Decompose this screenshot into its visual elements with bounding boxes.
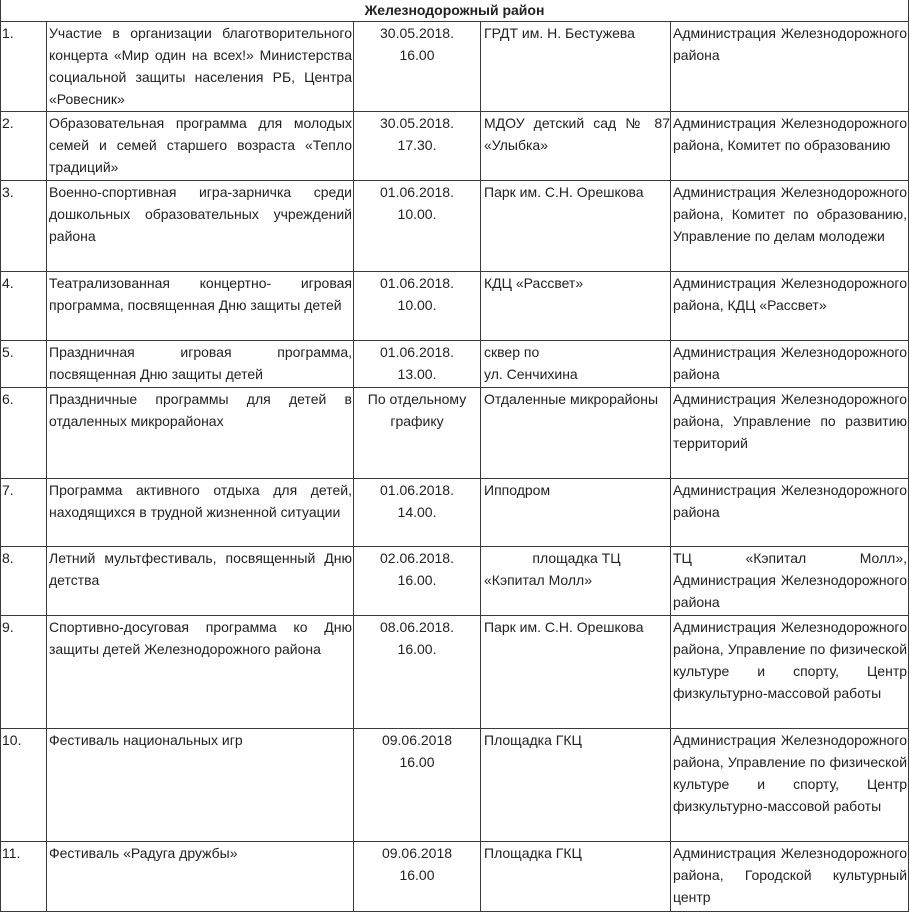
event-organizer: Администрация Железнодорожного района	[671, 341, 909, 388]
row-number: 9.	[1, 616, 47, 729]
event-name: Образовательная программа для молодых семей и семей старшего возраста «Тепло традиций»	[47, 112, 354, 181]
table-row	[1, 341, 909, 388]
event-organizer: Администрация Железнодорожного района, Управление по физической культуре и спорту, Центр физкультурно-массовой работы	[671, 616, 909, 729]
event-place: МДОУ детский сад № 87 «Улыбка»	[481, 112, 671, 181]
table-row	[1, 272, 909, 341]
event-organizer: Администрация Железнодорожного района	[671, 22, 909, 112]
event-time: 13.00.	[397, 366, 437, 382]
event-place	[481, 341, 671, 388]
event-place-line: ул. Сенчихина	[484, 366, 578, 382]
event-date: 08.06.2018.	[380, 619, 454, 635]
event-time: 14.00.	[397, 504, 437, 520]
event-place-line: «Кэпитал Молл»	[484, 572, 593, 588]
event-date: 01.06.2018.	[380, 344, 454, 360]
event-place: Отдаленные микрорайоны	[481, 388, 671, 479]
event-date: 30.05.2018.	[380, 115, 454, 131]
table-row	[1, 547, 909, 616]
event-date: 01.06.2018.	[380, 482, 454, 498]
event-datetime	[354, 479, 481, 547]
event-date: По отдельному	[367, 391, 467, 407]
event-name: Праздничные программы для детей в отдаленных микрорайонах	[47, 388, 354, 479]
event-time: 17.30.	[397, 137, 437, 153]
event-datetime	[354, 616, 481, 729]
event-organizer: Администрация Железнодорожного района, КДЦ «Рассвет»	[671, 272, 909, 341]
event-name: Спортивно-досуговая программа ко Дню защиты детей Железнодорожного района	[47, 616, 354, 729]
event-datetime	[354, 388, 481, 479]
event-datetime	[354, 842, 481, 912]
event-organizer: Администрация Железнодорожного района, Городской культурный центр	[671, 842, 909, 912]
event-organizer: Администрация Железнодорожного района	[671, 479, 909, 547]
event-time: 10.00.	[397, 206, 437, 222]
event-time: 10.00.	[397, 297, 437, 313]
event-datetime	[354, 181, 481, 272]
table-row	[1, 388, 909, 479]
event-organizer: Администрация Железнодорожного района, Комитет по образованию, Управление по делам молодежи	[671, 181, 909, 272]
section-title: Железнодорожный район	[1, 0, 909, 22]
event-organizer: ТЦ «Кэпитал Молл», Администрация Железнодорожного района	[671, 547, 909, 616]
row-number: 7.	[1, 479, 47, 547]
table-row	[1, 181, 909, 272]
event-time: 16.00.	[397, 572, 437, 588]
event-time: 16.00	[399, 47, 435, 63]
event-name: Праздничная игровая программа, посвященная Дню защиты детей	[47, 341, 354, 388]
event-date: 30.05.2018.	[380, 25, 454, 41]
event-date: 01.06.2018.	[380, 184, 454, 200]
event-datetime	[354, 112, 481, 181]
event-date: 02.06.2018.	[380, 550, 454, 566]
row-number: 10.	[1, 729, 47, 842]
event-time: графику	[390, 413, 444, 429]
event-name: Участие в организации благотворительного концерта «Мир один на всех!» Министерства социальной защиты населения РБ, Центра «Ровесник»	[47, 22, 354, 112]
event-place: КДЦ «Рассвет»	[481, 272, 671, 341]
table-row	[1, 479, 909, 547]
row-number: 11.	[1, 842, 47, 912]
event-place: Площадка ГКЦ	[481, 729, 671, 842]
event-time: 16.00	[399, 754, 435, 770]
event-place	[481, 547, 671, 616]
event-name: Военно-спортивная игра-зарничка среди дошкольных образовательных учреждений района	[47, 181, 354, 272]
row-number: 1.	[1, 22, 47, 112]
event-datetime	[354, 341, 481, 388]
event-name: Программа активного отдыха для детей, находящихся в трудной жизненной ситуации	[47, 479, 354, 547]
event-place: Ипподром	[481, 479, 671, 547]
event-place: Парк им. С.Н. Орешкова	[481, 181, 671, 272]
table-row	[1, 22, 909, 112]
event-name: Фестиваль «Радуга дружбы»	[47, 842, 354, 912]
event-datetime	[354, 729, 481, 842]
table-row	[1, 112, 909, 181]
row-number: 8.	[1, 547, 47, 616]
event-place: ГРДТ им. Н. Бестужева	[481, 22, 671, 112]
section-header-row	[1, 0, 909, 22]
row-number: 2.	[1, 112, 47, 181]
event-date: 01.06.2018.	[380, 275, 454, 291]
table-row	[1, 616, 909, 729]
row-number: 6.	[1, 388, 47, 479]
event-datetime	[354, 547, 481, 616]
event-place-line: площадка ТЦ	[532, 550, 621, 566]
event-organizer: Администрация Железнодорожного района, Управление по развитию территорий	[671, 388, 909, 479]
event-organizer: Администрация Железнодорожного района, Управление по физической культуре и спорту, Центр физкультурно-массовой работы	[671, 729, 909, 842]
event-organizer: Администрация Железнодорожного района, Комитет по образованию	[671, 112, 909, 181]
event-place-line: сквер по	[484, 344, 540, 360]
event-time: 16.00.	[397, 641, 437, 657]
table-row	[1, 842, 909, 912]
event-datetime	[354, 272, 481, 341]
row-number: 4.	[1, 272, 47, 341]
row-number: 5.	[1, 341, 47, 388]
event-date: 09.06.2018	[381, 732, 453, 748]
event-date: 09.06.2018	[381, 845, 453, 861]
event-name: Летний мультфестиваль, посвященный Дню детства	[47, 547, 354, 616]
table-row	[1, 729, 909, 842]
event-datetime	[354, 22, 481, 112]
event-place: Площадка ГКЦ	[481, 842, 671, 912]
event-name: Театрализованная концертно- игровая программа, посвященная Дню защиты детей	[47, 272, 354, 341]
event-name: Фестиваль национальных игр	[47, 729, 354, 842]
row-number: 3.	[1, 181, 47, 272]
event-place: Парк им. С.Н. Орешкова	[481, 616, 671, 729]
event-time: 16.00	[399, 867, 435, 883]
